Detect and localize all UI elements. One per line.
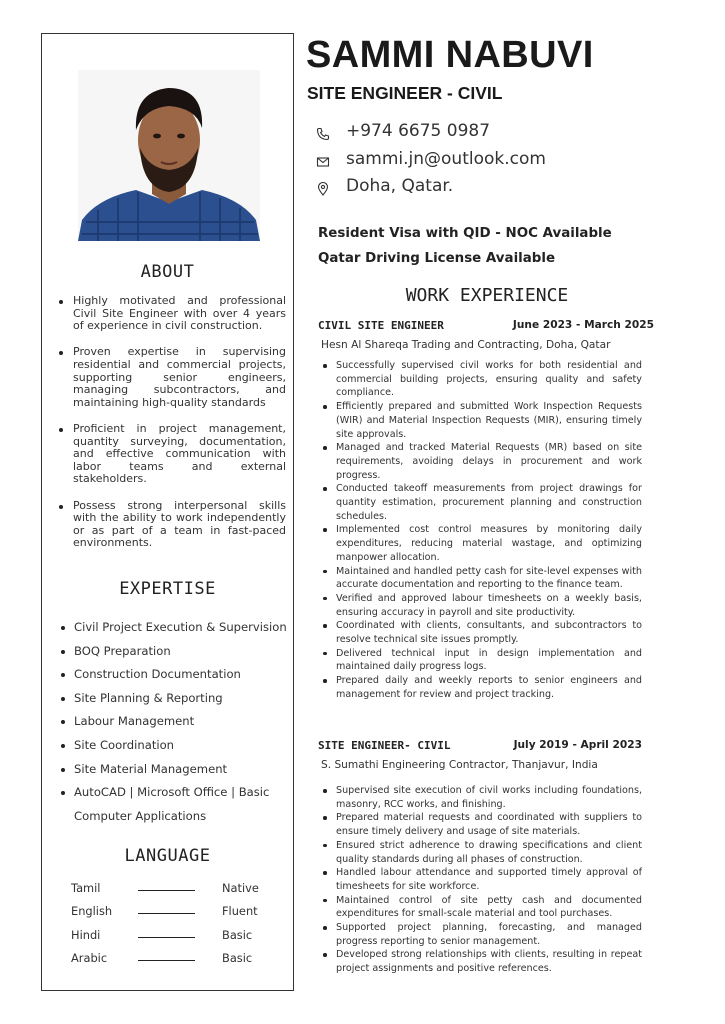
language-name: Arabic [71, 950, 108, 965]
visa-info [318, 221, 612, 271]
list-item: Civil Project Execution & Supervision [58, 616, 288, 640]
language-level: Basic [222, 927, 253, 942]
list-item: Maintained control of site petty cash and documented expenditures for small-scale material and tool purchases. [318, 894, 642, 921]
list-item: Supported project planning, forecasting, and managed progress reporting to senior management. [318, 921, 642, 948]
language-name: English [71, 904, 113, 919]
list-item: Prepared daily and weekly reports to senior engineers and management for review and project tracking. [318, 674, 642, 701]
job-dates: July 2019 - April 2023 [513, 739, 642, 751]
sidebar [41, 33, 294, 991]
job-entry [318, 739, 654, 976]
list-item: Highly motivated and professional Civil Site Engineer with over 4 years of experience in civil construction. [56, 295, 286, 333]
phone-number[interactable]: +974 6675 0987 [346, 121, 491, 141]
job-title: SITE ENGINEER- CIVIL [318, 739, 451, 752]
list-item: Handled labour attendance and supported timely approval of timesheets for site workforce. [318, 866, 642, 893]
about-title: ABOUT [140, 262, 195, 282]
divider [138, 960, 195, 961]
expertise-title: EXPERTISE [119, 579, 216, 599]
list-item: Labour Management [58, 710, 288, 734]
list-item: Proven expertise in supervising residential and commercial projects, supporting senior engineers, managing subcontractors, and maintaining high-quality standards [56, 346, 286, 409]
list-item: Site Coordination [58, 734, 288, 758]
job-header [318, 319, 654, 335]
list-item: Site Material Management [58, 758, 288, 782]
list-item: Site Planning & Reporting [58, 687, 288, 711]
list-item: Possess strong interpersonal skills with the ability to work independently or as part of a team in fast-paced environments. [56, 500, 286, 550]
envelope-icon [316, 154, 330, 168]
language-level: Basic [222, 950, 253, 965]
list-item: AutoCAD | Microsoft Office | Basic Computer Applications [58, 781, 288, 828]
list-item: Efficiently prepared and submitted Work Inspection Requests (WIR) and Material Inspection Requests (MIR), ensuring timely site approvals. [318, 400, 642, 441]
company-name: S. Sumathi Engineering Contractor, Thanjavur, India [321, 759, 598, 771]
email-address[interactable]: sammi.jn@outlook.com [346, 148, 546, 169]
list-item: Proficient in project management, quantity surveying, documentation, and effective communication with labor teams and external stakeholders. [56, 423, 286, 486]
job-header [318, 739, 654, 755]
list-item: Coordinated with clients, consultants, and subcontractors to resolve technical site issues promptly. [318, 619, 642, 646]
list-item: Successfully supervised civil works for both residential and commercial building projects, ensuring quality and safety compliance. [318, 359, 642, 400]
list-item: Delivered technical input in design implementation and maintained daily progress logs. [318, 647, 642, 674]
job-bullets [318, 784, 654, 976]
language-table [71, 880, 271, 973]
language-row [71, 880, 271, 903]
about-list [56, 295, 286, 563]
visa-line: Resident Visa with QID - NOC Available [318, 226, 612, 241]
language-name: Tamil [71, 881, 101, 895]
list-item: Developed strong relationships with clients, resulting in repeat project assignments and positive references. [318, 948, 642, 975]
divider [138, 890, 195, 891]
language-row [71, 950, 271, 973]
work-experience-title: WORK EXPERIENCE [405, 285, 569, 306]
list-item: Maintained and handled petty cash for site-level expenses with accurate documentation and reporting to the finance team. [318, 565, 642, 592]
job-bullets [318, 359, 654, 702]
language-title: LANGUAGE [124, 846, 211, 866]
list-item: Ensured strict adherence to drawing specifications and client quality standards during all phases of construction. [318, 839, 642, 866]
list-item: Managed and tracked Material Requests (MR) based on site requirements, avoiding delays in procurement and work progress. [318, 441, 642, 482]
candidate-name: SAMMI NABUVI [306, 34, 594, 76]
location-pin-icon [316, 181, 330, 195]
list-item: Construction Documentation [58, 663, 288, 687]
list-item: Verified and approved labour timesheets on a weekly basis, ensuring accuracy in payroll and site productivity. [318, 592, 642, 619]
job-role: SITE ENGINEER - CIVIL [307, 83, 503, 103]
list-item: BOQ Preparation [58, 640, 288, 664]
company-name: Hesn Al Shareqa Trading and Contracting, Doha, Qatar [321, 339, 611, 351]
profile-photo [78, 70, 260, 241]
job-entry [318, 319, 654, 702]
license-line: Qatar Driving License Available [318, 251, 556, 266]
expertise-list [58, 616, 288, 828]
language-level: Native [222, 881, 259, 895]
location-text: Doha, Qatar. [346, 176, 454, 196]
language-name: Hindi [71, 927, 101, 942]
list-item: Conducted takeoff measurements from project drawings for quantity estimation, procurement planning and construction schedules. [318, 482, 642, 523]
list-item: Prepared material requests and coordinated with suppliers to ensure timely delivery and usage of site materials. [318, 811, 642, 838]
language-row [71, 927, 271, 950]
job-title: CIVIL SITE ENGINEER [318, 319, 444, 332]
list-item: Supervised site execution of civil works including foundations, masonry, RCC works, and finishing. [318, 784, 642, 811]
list-item: Implemented cost control measures by monitoring daily expenditures, reducing material wastage, and optimizing manpower allocation. [318, 523, 642, 564]
job-dates: June 2023 - March 2025 [512, 319, 654, 331]
divider [138, 913, 195, 914]
language-level: Fluent [222, 904, 258, 919]
language-row [71, 903, 271, 926]
divider [138, 937, 195, 938]
phone-icon [316, 126, 330, 140]
